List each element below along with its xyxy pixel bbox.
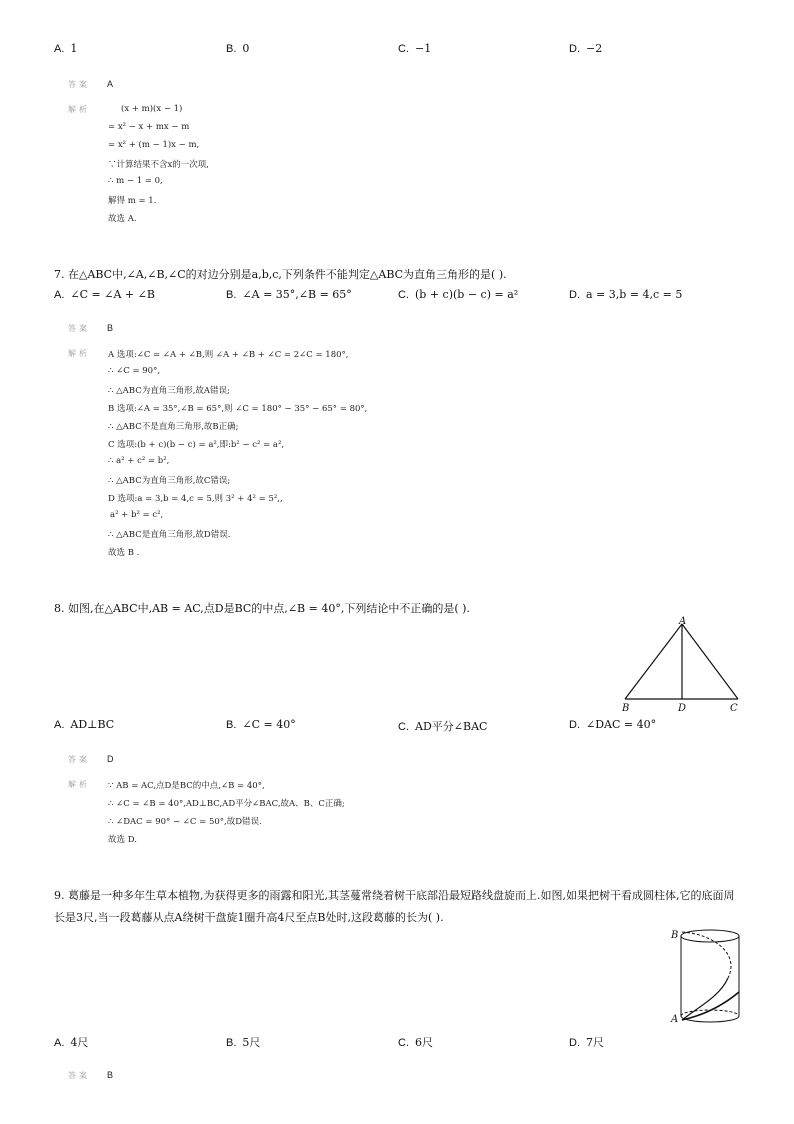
option-text: (b + c)(b − c) = a² [415, 288, 519, 301]
cylinder-top [681, 930, 739, 942]
option-text: AD⊥BC [70, 718, 115, 731]
solution-line: ∴ △ABC不是直角三角形,故B正确; [108, 422, 239, 432]
q7-option-d[interactable] [569, 288, 682, 301]
q9-stem-line-1: 9. 葛藤是一种多年生草本植物,为获得更多的雨露和阳光,其茎蔓常绕着树干底部沿最短路线盘旋而上.如图,如果把树干看成圆柱体,它的底面周 [54, 889, 735, 902]
q6-option-b[interactable] [226, 42, 249, 55]
q6-option-c[interactable] [398, 42, 431, 55]
solution-line: (x + m)(x − 1) [121, 104, 183, 114]
q6-answer-value: A [107, 79, 114, 89]
label-a: A [679, 616, 687, 627]
option-key: B. [226, 1037, 237, 1049]
vine-back-path [682, 932, 731, 978]
label-c: C [730, 703, 738, 714]
q9-stem-line-2: 长是3尺,当一段葛藤从点A绕树干盘旋1圈升高4尺至点B处时,这段葛藤的长为( ). [54, 911, 444, 924]
label-a: A [671, 1014, 679, 1025]
label-b: B [622, 703, 630, 714]
option-key: C. [398, 43, 409, 55]
q6-analysis-label: 解析 [68, 105, 90, 114]
option-text: ∠DAC = 40° [586, 718, 657, 731]
solution-line: ∴ ∠C = ∠B = 40°,AD⊥BC,AD平分∠BAC,故A、B、C正确; [108, 799, 345, 809]
label-d: D [678, 703, 687, 714]
option-text: 6尺 [415, 1036, 433, 1049]
q9-option-b[interactable] [226, 1034, 260, 1050]
option-text: −1 [415, 42, 432, 55]
cylinder-bottom-front [681, 1016, 739, 1022]
option-text: 4尺 [70, 1036, 89, 1049]
q7-analysis-label: 解析 [68, 349, 90, 358]
solution-line: = x² − x + mx − m [108, 122, 190, 132]
solution-line: ∵ AB = AC,点D是BC的中点,∠B = 40°, [108, 781, 265, 791]
q8-option-d[interactable] [569, 718, 656, 731]
solution-line: ∵计算结果不含x的一次项, [108, 160, 209, 170]
label-b: B [671, 930, 679, 941]
option-key: D. [569, 289, 580, 301]
option-key: A. [54, 719, 65, 731]
option-key: C. [398, 721, 409, 733]
option-key: A. [54, 43, 65, 55]
q9-option-a[interactable] [54, 1034, 88, 1050]
option-text: AD平分∠BAC [415, 720, 488, 733]
solution-line: ∴ ∠C = 90°, [108, 366, 161, 376]
solution-line: 故选 B . [108, 548, 140, 558]
option-text: ∠C = ∠A + ∠B [70, 288, 155, 301]
option-key: C. [398, 1037, 409, 1049]
q9-answer-label: 答案 [68, 1071, 90, 1080]
q7-answer-label: 答案 [68, 324, 90, 333]
solution-line: D 选项:a = 3,b = 4,c = 5,则 3² + 4² = 5²,, [108, 494, 283, 504]
q8-option-b[interactable] [226, 718, 296, 731]
q7-option-b[interactable] [226, 288, 352, 301]
solution-line: B 选项:∠A = 35°,∠B = 65°,则 ∠C = 180° − 35° − 65° = 80°, [108, 404, 368, 414]
q7-stem: 7. 在△ABC中,∠A,∠B,∠C的对边分别是a,b,c,下列条件不能判定△ABC为直角三角形的是( ). [54, 268, 507, 281]
solution-line: ∴ △ABC为直角三角形,故C错误; [108, 476, 231, 486]
option-text: 7尺 [586, 1036, 604, 1049]
q8-answer-label: 答案 [68, 755, 90, 764]
q8-option-c[interactable] [398, 718, 487, 734]
option-key: D. [569, 719, 580, 731]
q9-option-c[interactable] [398, 1034, 433, 1050]
side-ab [625, 624, 682, 699]
option-key: D. [569, 43, 580, 55]
solution-line: 故选 A. [108, 214, 137, 224]
solution-line: a² + b² = c², [110, 510, 164, 520]
solution-line: ∴ ∠DAC = 90° − ∠C = 50°,故D错误. [108, 817, 262, 827]
option-text: 5尺 [242, 1036, 261, 1049]
q9-option-d[interactable] [569, 1034, 604, 1050]
q8-triangle-figure [614, 614, 748, 714]
option-text: 1 [70, 42, 78, 55]
q7-option-a[interactable] [54, 288, 155, 301]
option-text: −2 [586, 42, 603, 55]
q9-cylinder-figure [670, 924, 746, 1028]
side-ac [682, 624, 738, 699]
q9-answer-value: B [107, 1070, 114, 1080]
q6-option-a[interactable] [54, 42, 77, 55]
option-key: A. [54, 289, 65, 301]
option-text: a = 3,b = 4,c = 5 [586, 288, 683, 301]
option-key: B. [226, 289, 237, 301]
q8-option-a[interactable] [54, 718, 114, 731]
solution-line: ∴ m − 1 = 0, [108, 176, 163, 186]
option-key: D. [569, 1037, 580, 1049]
q7-answer-value: B [107, 323, 114, 333]
option-key: B. [226, 719, 237, 731]
solution-line: A 选项:∠C = ∠A + ∠B,则 ∠A + ∠B + ∠C = 2∠C = 180°, [108, 350, 349, 360]
option-key: B. [226, 43, 237, 55]
solution-line: ∴ △ABC是直角三角形,故D错误. [108, 530, 231, 540]
solution-line: 解得 m = 1. [108, 196, 157, 206]
option-key: C. [398, 289, 409, 301]
option-text: ∠C = 40° [242, 718, 296, 731]
vine-lower-path [682, 992, 739, 1020]
q8-stem: 8. 如图,在△ABC中,AB = AC,点D是BC的中点,∠B = 40°,下列结论中不正确的是( ). [54, 602, 470, 615]
solution-line: C 选项:(b + c)(b − c) = a²,即:b² − c² = a², [108, 440, 285, 450]
q7-option-c[interactable] [398, 288, 518, 301]
vine-front-path [682, 978, 728, 1020]
solution-line: = x² + (m − 1)x − m, [108, 140, 200, 150]
q6-option-d[interactable] [569, 42, 602, 55]
option-key: A. [54, 1037, 65, 1049]
solution-line: 故选 D. [108, 835, 137, 845]
option-text: ∠A = 35°,∠B = 65° [242, 288, 352, 301]
option-text: 0 [242, 42, 250, 55]
q6-answer-label: 答案 [68, 80, 90, 89]
solution-line: ∴ a² + c² = b², [108, 456, 170, 466]
q8-answer-value: D [107, 754, 114, 764]
q8-analysis-label: 解析 [68, 780, 90, 789]
solution-line: ∴ △ABC为直角三角形,故A错误; [108, 386, 230, 396]
